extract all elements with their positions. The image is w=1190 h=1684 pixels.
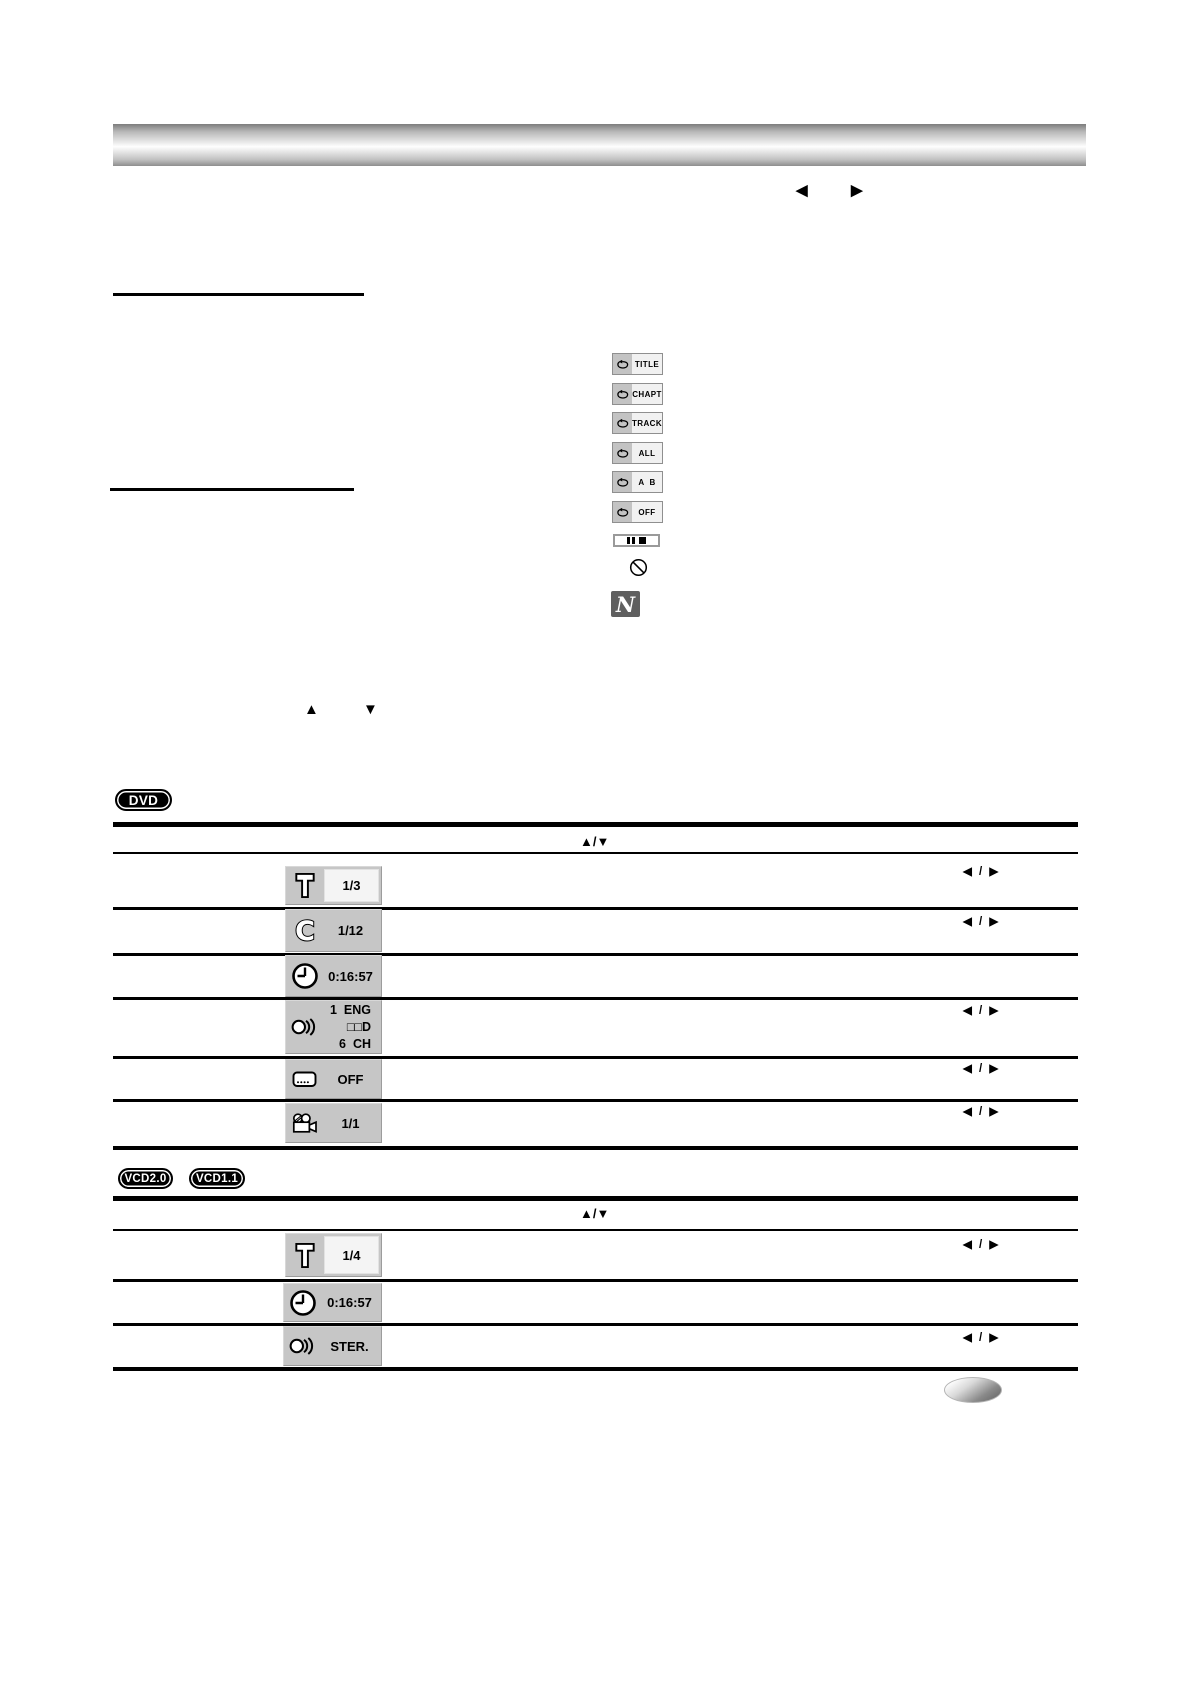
osd-box-audio <box>283 1326 382 1366</box>
table-rule <box>113 852 1078 854</box>
repeat-badge-all <box>612 442 663 464</box>
adjust-keys-label: ◀ / ▶ <box>963 866 1001 878</box>
repeat-badge-label: TITLE <box>632 354 662 374</box>
pause-bar-icon <box>627 537 630 544</box>
table-rule-bottom <box>113 1146 1078 1150</box>
page-corner-tab <box>944 1377 1002 1403</box>
repeat-badge-label: TRACK <box>632 413 662 433</box>
chapter-icon <box>286 916 323 946</box>
repeat-badge-ab <box>612 471 663 493</box>
repeat-badge-label: CHAPT <box>632 384 662 404</box>
osd-value: 0:16:57 <box>327 1295 372 1310</box>
repeat-badge-track <box>612 412 663 434</box>
dolby-digital-mark: □□D <box>346 1019 371 1034</box>
updown-keys-label: ▲/▼ <box>580 834 610 849</box>
up-arrow-icon: ▲ <box>304 701 319 718</box>
pause-stop-badge <box>613 534 660 547</box>
n-mark-logo: N <box>611 591 640 617</box>
repeat-icon <box>613 413 632 433</box>
pause-bar-icon <box>632 537 635 544</box>
table-rule-thick <box>113 1196 1078 1201</box>
osd-box-angle <box>285 1103 382 1143</box>
clock-icon <box>284 1289 321 1317</box>
adjust-keys-label: ◀ / ▶ <box>963 1005 1001 1017</box>
title-icon <box>286 872 323 899</box>
track-icon <box>286 1242 323 1269</box>
table-rule <box>113 1229 1078 1231</box>
vcd11-disc-badge: VCD1.1 <box>189 1168 245 1189</box>
svg-text:C: C <box>294 915 315 946</box>
table-rule <box>113 1279 1078 1282</box>
repeat-badge-off <box>612 501 663 523</box>
osd-box-subtitle <box>285 1059 382 1099</box>
osd-value: 1 ENG □□D 6 CH <box>330 1002 371 1051</box>
section-header-bar <box>113 124 1086 166</box>
repeat-badge-chapter <box>612 383 663 405</box>
osd-box-title <box>285 866 382 905</box>
angle-camera-icon <box>286 1113 323 1134</box>
dvd-disc-badge: DVD <box>115 789 172 811</box>
adjust-keys-label: ◀ / ▶ <box>963 916 1001 928</box>
clock-icon <box>286 962 323 990</box>
repeat-icon <box>613 443 632 463</box>
audio-icon <box>284 1337 321 1355</box>
repeat-badge-label: OFF <box>632 502 662 522</box>
updown-keys-label: ▲/▼ <box>580 1206 610 1221</box>
adjust-keys-label: ◀ / ▶ <box>963 1239 1001 1251</box>
prohibit-icon <box>629 558 648 577</box>
osd-value: STER. <box>330 1338 369 1354</box>
osd-box-track <box>285 1233 382 1277</box>
osd-value: 1/1 <box>341 1115 360 1131</box>
left-arrow-icon: ◀ <box>796 182 808 199</box>
heading-underline-2 <box>110 488 354 491</box>
down-arrow-icon: ▼ <box>363 701 378 718</box>
table-rule <box>113 1056 1078 1059</box>
stop-square-icon <box>639 537 646 544</box>
table-rule <box>113 997 1078 1000</box>
repeat-icon <box>613 472 632 492</box>
subtitle-icon <box>286 1071 323 1088</box>
table-rule <box>113 907 1078 910</box>
repeat-icon <box>613 502 632 522</box>
right-arrow-icon: ▶ <box>851 182 863 199</box>
repeat-badge-label: ALL <box>632 443 662 463</box>
adjust-keys-label: ◀ / ▶ <box>963 1063 1001 1075</box>
osd-value: 1/3 <box>324 869 379 902</box>
table-rule <box>113 1323 1078 1326</box>
osd-value: 1/4 <box>324 1236 379 1274</box>
osd-value: OFF <box>337 1071 364 1087</box>
osd-box-time <box>285 955 382 997</box>
table-rule <box>113 953 1078 956</box>
audio-icon <box>286 1018 323 1036</box>
osd-value: 0:16:57 <box>328 968 373 984</box>
table-rule-bottom <box>113 1367 1078 1371</box>
table-rule-thick <box>113 822 1078 827</box>
osd-box-chapter <box>285 909 382 952</box>
adjust-keys-label: ◀ / ▶ <box>963 1332 1001 1344</box>
repeat-icon <box>613 354 632 374</box>
table-rule <box>113 1099 1078 1102</box>
adjust-keys-label: ◀ / ▶ <box>963 1106 1001 1118</box>
heading-underline-1 <box>113 293 364 296</box>
osd-value: 1/12 <box>337 923 364 938</box>
repeat-badge-title <box>612 353 663 375</box>
osd-box-time <box>283 1283 382 1322</box>
osd-box-audio <box>285 1000 382 1054</box>
vcd20-disc-badge: VCD2.0 <box>118 1168 173 1189</box>
repeat-icon <box>613 384 632 404</box>
repeat-badge-label: A B <box>632 472 662 492</box>
